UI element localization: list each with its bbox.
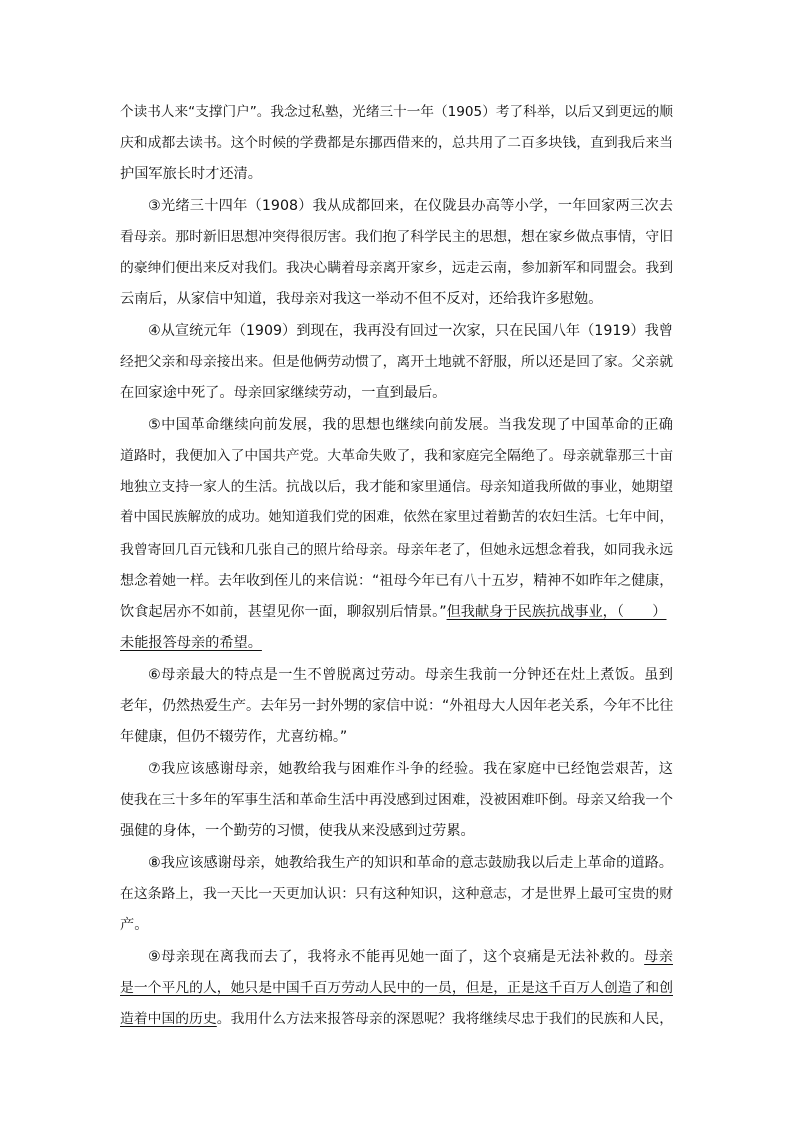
- paragraph-6-line: ⑥母亲最大的特点是一生不曾脱离过劳动。母亲生我前一分钟还在灶上煮饭。虽到: [148, 667, 673, 683]
- paragraph-line: 个读书人来“支撑门户”。我念过私塾，光绪三十一年（1905）考了科举，以后又到更远的顺: [120, 104, 673, 120]
- paragraph-5-line: 我曾寄回几百元钱和几张自己的照片给母亲。母亲年老了，但她永远想念着我，如同我永远: [120, 542, 673, 558]
- paragraph-4-line: 在回家途中死了。母亲回家继续劳动，一直到最后。: [120, 385, 447, 401]
- paragraph-5-line: [120, 602, 673, 622]
- paragraph-7-line: 使我在三十多年的军事生活和革命生活中再没感到过困难，没被困难吓倒。母亲又给我一个: [120, 792, 673, 808]
- paragraph-7-line: 强健的身体，一个勤劳的习惯，使我从来没感到过劳累。: [120, 823, 475, 839]
- paragraph-8-line: 在这条路上，我一天比一天更加认识：只有这种知识，这种意志，才是世界上最可宝贵的财: [120, 886, 673, 902]
- underlined-sentence: 未能报答母亲的希望。: [120, 635, 262, 651]
- paragraph-6-line: 年健康，但仍不辍劳作，尤喜纺棉。”: [120, 729, 348, 745]
- underlined-sentence: 母亲: [644, 949, 673, 965]
- paragraph-6-line: 老年，仍然热爱生产。去年另一封外甥的家信中说：“外祖母大人因年老关系，今年不比往: [120, 698, 674, 714]
- paragraph-5-line: 想念着她一样。去年收到侄儿的来信说：“祖母今年已有八十五岁，精神不如昨年之健康，: [120, 573, 674, 589]
- paragraph-8-line: ⑧我应该感谢母亲，她教给我生产的知识和革命的意志鼓励我以后走上革命的道路。: [148, 855, 673, 871]
- paragraph-5-line: ⑤中国革命继续向前发展，我的思想也继续向前发展。当我发现了中国革命的正确: [148, 417, 673, 433]
- paragraph-5-line: [120, 633, 673, 653]
- underlined-sentence: 造着中国的历史: [120, 1011, 217, 1027]
- paragraph-5-line: 地独立支持一家人的生活。抗战以后，我才能和家里通信。母亲知道我所做的事业，她期望: [120, 479, 673, 495]
- paragraph-9-line: [120, 1009, 673, 1029]
- paragraph-3-line: ③光绪三十四年（1908）我从成都回来，在仪陇县办高等小学，一年回家两三次去: [148, 198, 673, 214]
- paragraph-5-line: 着中国民族解放的成功。她知道我们党的困难，依然在家里过着勤苦的农妇生活。七年中间，: [120, 510, 673, 525]
- paragraph-9-text: 。我用什么方法来报答母亲的深恩呢？我将继续尽忠于我们的民族和人民，: [216, 1011, 673, 1027]
- paragraph-4-line: 经把父亲和母亲接出来。但是他俩劳动惯了，离开土地就不舒服，所以还是回了家。父亲就: [120, 354, 673, 370]
- paragraph-8-line: 产。: [120, 917, 149, 933]
- paragraph-9-line: [120, 978, 673, 998]
- paragraph-line: 护国军旅长时才还清。: [120, 166, 262, 182]
- paragraph-7-line: ⑦我应该感谢母亲，她教给我与困难作斗争的经验。我在家庭中已经饱尝艰苦，这: [148, 761, 673, 777]
- paragraph-3-line: 看母亲。那时新旧思想冲突得很厉害。我们抱了科学民主的思想，想在家乡做点事情，守旧: [120, 229, 673, 245]
- paragraph-3-line: 的豪绅们便出来反对我们。我决心瞒着母亲离开家乡，远走云南，参加新军和同盟会。我到: [120, 260, 673, 276]
- underlined-sentence: 是一个平凡的人，她只是中国千百万劳动人民中的一员，但是，正是这千百万人创造了和创: [120, 980, 673, 996]
- paragraph-5-text: 饮食起居亦不如前，甚望见你一面，聊叙别后情景。”: [120, 604, 447, 620]
- paragraph-3-line: 云南后，从家信中知道，我母亲对我这一举动不但不反对，还给我许多慰勉。: [120, 291, 603, 307]
- paragraph-9-text: ⑨母亲现在离我而去了，我将永不能再见她一面了，这个哀痛是无法补救的。: [148, 949, 645, 965]
- underlined-sentence: 但我献身于民族抗战事业，（ ）: [446, 604, 667, 620]
- paragraph-5-line: 道路时，我便加入了中国共产党。大革命失败了，我和家庭完全隔绝了。母亲就靠那三十亩: [120, 448, 673, 464]
- paragraph-4-line: ④从宣统元年（1909）到现在，我再没有回过一次家，只在民国八年（1919）我曾: [148, 323, 673, 339]
- paragraph-9-line: [148, 947, 673, 967]
- paragraph-line: 庆和成都去读书。这个时候的学费都是东挪西借来的，总共用了二百多块钱，直到我后来当: [120, 135, 673, 151]
